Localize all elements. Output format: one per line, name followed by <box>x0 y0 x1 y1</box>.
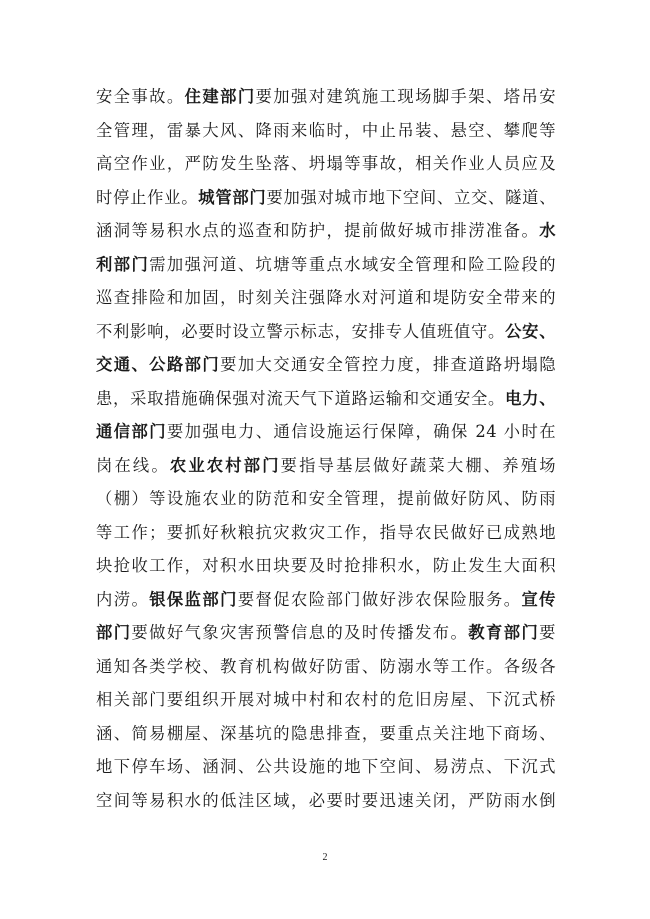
text-line <box>96 382 556 416</box>
text-line <box>96 147 556 181</box>
text-line <box>96 784 556 818</box>
text-segment: 要督促农险部门做好涉农保险服务。 <box>237 589 522 609</box>
text-segment: 患，采取措施确保强对流天气下道路运输和交通安全。 <box>96 388 506 408</box>
text-line <box>96 214 556 248</box>
text-line <box>96 516 556 550</box>
text-segment: 要加大交通安全管控力度，排查道路坍塌隐 <box>220 355 556 374</box>
text-segment: 时停止作业。 <box>96 187 199 207</box>
text-line <box>96 482 556 516</box>
department-name: 城管部门 <box>198 187 267 207</box>
text-line <box>96 315 556 349</box>
text-line <box>96 717 556 751</box>
department-name: 宣传 <box>521 589 556 609</box>
department-name: 利部门 <box>96 254 150 274</box>
text-segment: 岗在线。 <box>96 455 170 475</box>
department-name: 住建部门 <box>184 87 256 106</box>
department-name: 交通、公路部门 <box>96 355 221 374</box>
text-segment: 要做好气象灾害预警信息的及时传播发布。 <box>131 623 469 642</box>
text-segment: 巡查排险和加固，时刻关注强降水对河道和堤防安全带来的 <box>96 288 556 307</box>
text-line <box>96 750 556 784</box>
department-name: 通信部门 <box>96 422 167 441</box>
text-line <box>96 616 556 650</box>
body-paragraph <box>96 80 556 817</box>
text-segment: （棚）等设施农业的防范和安全管理，提前做好防风、防雨 <box>96 489 556 508</box>
text-line <box>96 449 556 483</box>
department-name: 水 <box>539 221 556 240</box>
text-segment: 高空作业，严防发生坠落、坍塌等事故，相关作业人员应及 <box>96 154 556 173</box>
department-name: 部门 <box>96 623 132 642</box>
text-segment: 要指导基层做好蔬菜大棚、养殖场 <box>280 455 556 475</box>
department-name: 公安、 <box>505 321 556 341</box>
text-line <box>96 348 556 382</box>
text-line <box>96 114 556 148</box>
department-name: 教育部门 <box>468 623 540 642</box>
text-line <box>96 583 556 617</box>
text-segment: 需加强河道、坑塘等重点水域安全管理和险工险段的 <box>149 254 556 274</box>
text-segment: 涵、简易棚屋、深基坑的隐患排查，要重点关注地下商场、 <box>96 723 556 743</box>
text-segment: 等工作；要抓好秋粮抗灾救灾工作，指导农民做好已成熟地 <box>96 522 556 542</box>
text-line <box>96 181 556 215</box>
text-segment: 地下停车场、涵洞、公共设施的地下空间、易涝点、下沉式 <box>96 757 556 776</box>
text-line <box>96 683 556 717</box>
text-segment: 要 <box>539 623 556 642</box>
text-segment: 空间等易积水的低洼区域，必要时要迅速关闭，严防雨水倒 <box>96 790 556 810</box>
page-number: 2 <box>322 852 328 863</box>
text-segment: 要加强对城市地下空间、立交、隧道、 <box>266 187 556 207</box>
department-name: 银保监部门 <box>149 589 238 609</box>
department-name: 电力、 <box>505 388 556 408</box>
text-segment: 内涝。 <box>96 589 150 609</box>
text-line <box>96 415 556 449</box>
text-line <box>96 248 556 282</box>
department-name: 农业农村部门 <box>169 455 281 475</box>
text-segment: 相关部门要组织开展对城中村和农村的危旧房屋、下沉式桥 <box>96 690 556 709</box>
text-segment: 要加强对建筑施工现场脚手架、塔吊安 <box>255 87 556 106</box>
text-line <box>96 281 556 315</box>
text-line <box>96 549 556 583</box>
text-segment: 全管理，雷暴大风、降雨来临时，中止吊装、悬空、攀爬等 <box>96 120 556 140</box>
text-segment: 不利影响，必要时设立警示标志，安排专人值班值守。 <box>96 321 506 341</box>
text-segment: 通知各类学校、教育机构做好防雷、防溺水等工作。各级各 <box>96 656 556 676</box>
text-segment: 涵洞等易积水点的巡查和防护，提前做好城市排涝准备。 <box>96 221 540 240</box>
text-segment: 安全事故。 <box>96 87 185 106</box>
text-line <box>96 80 556 114</box>
text-segment: 要加强电力、通信设施运行保障，确保 24 小时在 <box>167 422 556 441</box>
text-line <box>96 650 556 684</box>
text-segment: 块抢收工作，对积水田块要及时抢排积水，防止发生大面积 <box>96 556 556 575</box>
